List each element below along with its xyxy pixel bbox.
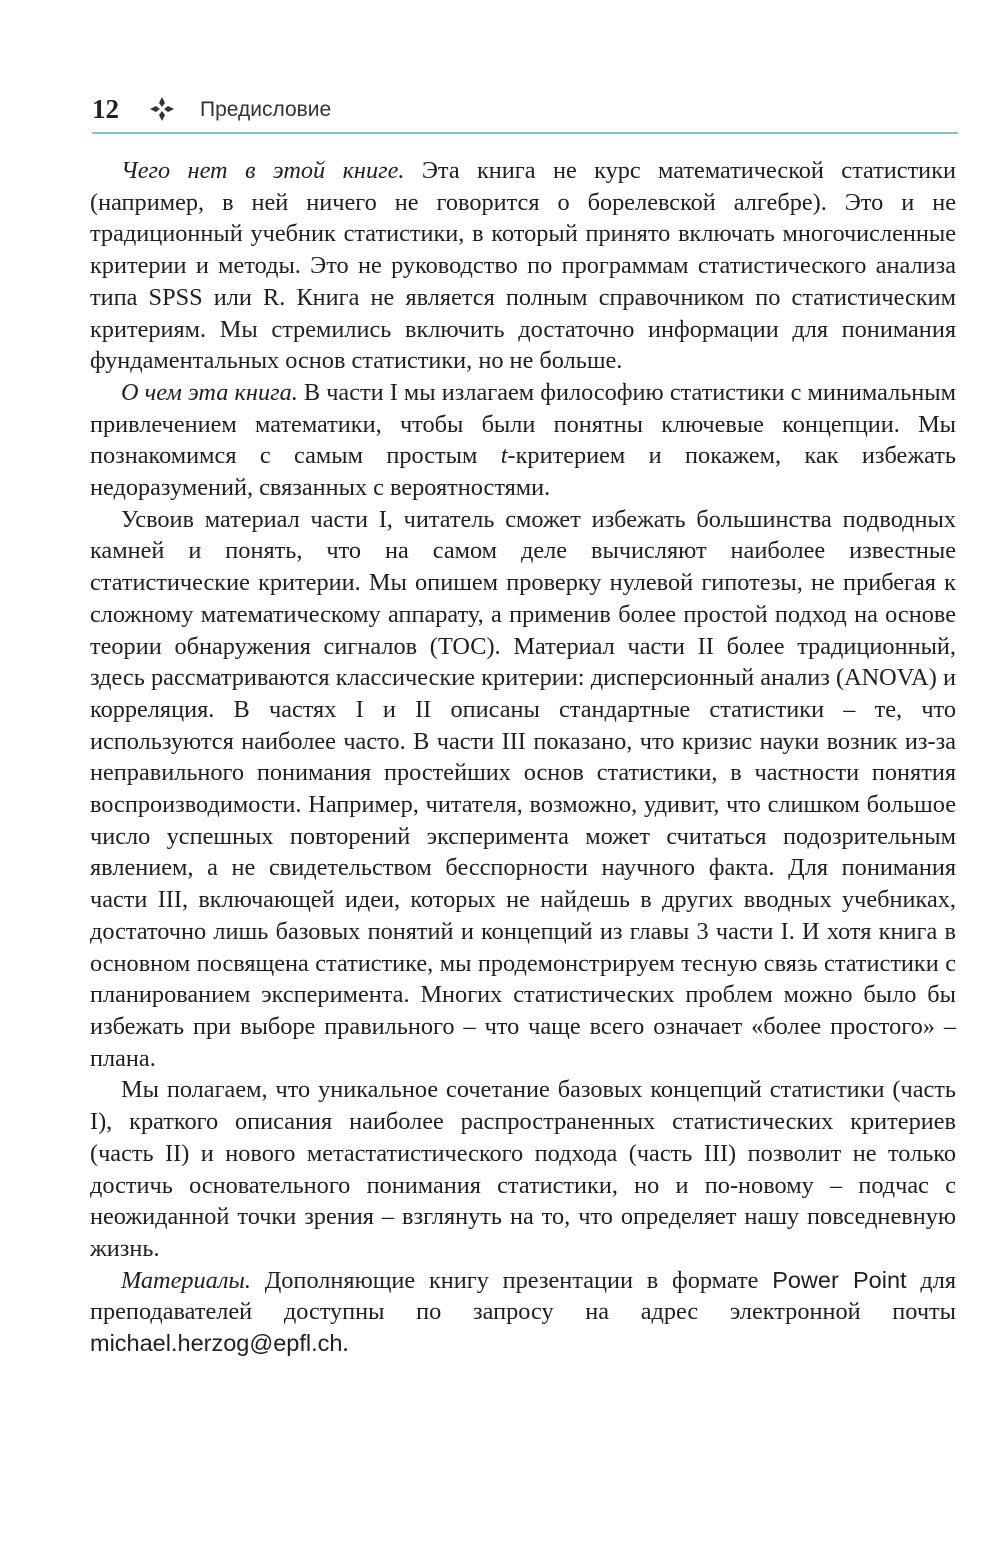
paragraph-text: Эта книга не курс математической статистики (например, в ней ничего не говорится о борелевской алгебре). Это и не традиционный учебник статистики, в который принято включать многочисленные критерии и методы. Это не руководство по программам статистического анализа типа SPSS или R. Книга не является полным справочником по статистическим критериям. Мы стремились включить достаточно информации для понимания фундаментальных основ статистики, но не больше. <box>90 157 956 375</box>
four-diamond-ornament-icon <box>148 95 176 123</box>
page-body <box>90 155 956 1360</box>
paragraph-text: В части I мы излагаем философию статистики с минимальным привлечением математики, чтобы были понятны ключевые концепции. Мы познакомимся с самым простым <box>90 378 956 470</box>
paragraph-about-book <box>90 377 956 504</box>
contact-email: michael.herzog@epfl.ch <box>90 1330 343 1357</box>
paragraph-text-mid: для преподавателей доступны по запросу на адрес электронной почты <box>90 1266 957 1326</box>
paragraph-text: Дополняющие книгу презентации в формате <box>250 1266 773 1294</box>
paragraph-combination <box>90 1074 956 1264</box>
product-name: Power Point <box>772 1266 907 1293</box>
paragraph-not-in-book <box>90 155 956 377</box>
page-number: 12 <box>92 94 119 124</box>
paragraph-text-end: -критерием и покажем, как избежать недоразумений, связанных с вероятностями. <box>90 442 956 502</box>
paragraph-text: Мы полагаем, что уникальное сочетание базовых концепций статистики (часть I), краткого описания наиболее распространенных статистических критериев (часть II) и нового метастатистического подхода (часть III) позволит не только достичь основательного понимания статистики, но и по-новому – подчас с неожиданной точки зрения – взглянуть на то, что определяет нашу повседневную жизнь. <box>90 1076 956 1262</box>
page-header <box>92 92 958 134</box>
paragraph-text: Усвоив материал части I, читатель сможет избежать большинства подводных камней и понять, что на самом деле вычисляют наиболее известные статистические критерии. Мы опишем проверку нулевой гипотезы, не прибегая к сложному математическому аппарату, а применив более простой подход на основе теории обнаружения сигналов (ТОС). Материал части II более традиционный, здесь рассматриваются классические критерии: дисперсионный анализ (ANOVA) и корреляция. В частях I и II описаны стандартные статистики – те, что используются наиболее часто. В части III показано, что кризис науки возник из-за неправильного понимания простейших основ статистики, в частности понятия воспроизводимости. Например, читателя, возможно, удивит, что слишком большое число успешных повторений эксперимента может считаться подозрительным явлением, а не свидетельством бесспорности научного факта. Для понимания части III, включающей идеи, которых не найдешь в других вводных учебниках, достаточно лишь базовых понятий и концепций из главы 3 части I. И хотя книга в основном посвящена статистике, мы продемонстрируем тесную связь статистики с планированием эксперимента. Многих статистических проблем можно было бы избежать при выборе правильного – что чаще всего означает «более простого» – плана. <box>90 505 956 1072</box>
paragraph-lead: Материалы. <box>121 1266 251 1294</box>
t-symbol: t <box>500 442 508 470</box>
paragraph-lead: О чем эта книга. <box>121 378 298 406</box>
paragraph-text-end: . <box>342 1330 349 1358</box>
running-title: Предисловие <box>200 98 332 121</box>
paragraph-lead: Чего нет в этой книге. <box>121 157 405 184</box>
paragraph-part-one <box>90 504 956 1075</box>
paragraph-materials <box>90 1265 956 1360</box>
